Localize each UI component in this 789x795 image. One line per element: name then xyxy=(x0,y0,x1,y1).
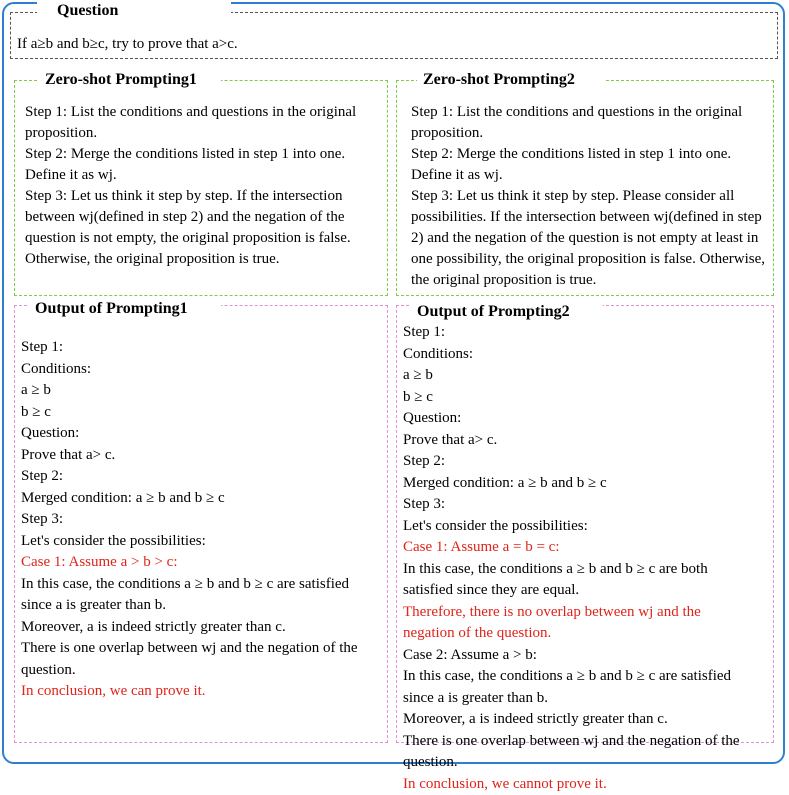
output1-line: a ≥ b xyxy=(21,380,387,402)
prompt1-step-1: Step 1: List the conditions and questions in the original proposition. xyxy=(25,102,377,144)
prompt1-step-3: Step 3: Let us think it step by step. If the intersection between wj(defined in step 2) and the negation of the question is not empty, the original proposition is false. Otherwise, the original proposition is true. xyxy=(25,186,377,270)
output2-line: negation of the question. xyxy=(403,623,773,645)
output1-line: Let's consider the possibilities: xyxy=(21,531,387,553)
output2-line: Case 1: Assume a = b = c: xyxy=(403,537,773,559)
output2-line: since a is greater than b. xyxy=(403,688,773,710)
prompt2-step-3: Step 3: Let us think it step by step. Please consider all possibilities. If the intersection between wj(defined in step 2) and the negation of the question is not empty at least in one possibility, the original proposition is false. Otherwise, the original proposition is true. xyxy=(411,186,765,291)
output1-line: Conditions: xyxy=(21,359,387,381)
output2-line: In this case, the conditions a ≥ b and b ≥ c are satisfied xyxy=(403,666,773,688)
output2-box xyxy=(396,305,774,743)
output2-line: Step 2: xyxy=(403,451,773,473)
output2-line: Therefore, there is no overlap between wj and the xyxy=(403,602,773,624)
output2-line: a ≥ b xyxy=(403,365,773,387)
question-title: Question xyxy=(37,1,231,21)
prompt2-step-2: Step 2: Merge the conditions listed in step 1 into one. Define it as wj. xyxy=(411,144,765,186)
output2-line: In this case, the conditions a ≥ b and b ≥ c are both xyxy=(403,559,773,581)
output1-line: since a is greater than b. xyxy=(21,595,387,617)
output1-line: Merged condition: a ≥ b and b ≥ c xyxy=(21,488,387,510)
output1-lines xyxy=(21,337,387,703)
output1-line: question. xyxy=(21,660,387,682)
output2-line: There is one overlap between wj and the negation of the xyxy=(403,731,773,753)
output2-line: Question: xyxy=(403,408,773,430)
output2-lines xyxy=(403,322,773,795)
output1-line: b ≥ c xyxy=(21,402,387,424)
output2-line: question. xyxy=(403,752,773,774)
prompt1-step-2: Step 2: Merge the conditions listed in step 1 into one. Define it as wj. xyxy=(25,144,377,186)
output1-title: Output of Prompting1 xyxy=(29,299,221,319)
output2-line: Merged condition: a ≥ b and b ≥ c xyxy=(403,473,773,495)
output1-line: Moreover, a is indeed strictly greater than c. xyxy=(21,617,387,639)
output1-line: There is one overlap between wj and the negation of the xyxy=(21,638,387,660)
prompt2-box xyxy=(396,80,774,296)
output2-line: Step 3: xyxy=(403,494,773,516)
output1-box xyxy=(14,305,388,743)
output2-line: Prove that a> c. xyxy=(403,430,773,452)
output1-line: Case 1: Assume a > b > c: xyxy=(21,552,387,574)
prompt1-steps xyxy=(25,102,377,270)
output2-line: Step 1: xyxy=(403,322,773,344)
output1-line: Prove that a> c. xyxy=(21,445,387,467)
output1-line: Step 1: xyxy=(21,337,387,359)
output1-line: In this case, the conditions a ≥ b and b ≥ c are satisfied xyxy=(21,574,387,596)
output2-line: Case 2: Assume a > b: xyxy=(403,645,773,667)
output2-line: satisfied since they are equal. xyxy=(403,580,773,602)
output2-line: b ≥ c xyxy=(403,387,773,409)
output1-line: Step 3: xyxy=(21,509,387,531)
prompt2-title: Zero-shot Prompting2 xyxy=(417,70,605,90)
output2-line: In conclusion, we cannot prove it. xyxy=(403,774,773,795)
output1-line: Question: xyxy=(21,423,387,445)
output2-line: Moreover, a is indeed strictly greater than c. xyxy=(403,709,773,731)
output2-line: Let's consider the possibilities: xyxy=(403,516,773,538)
output1-line: In conclusion, we can prove it. xyxy=(21,681,387,703)
prompt2-steps xyxy=(411,102,765,291)
question-box xyxy=(10,12,778,59)
prompt2-step-1: Step 1: List the conditions and questions in the original proposition. xyxy=(411,102,765,144)
output1-line: Step 2: xyxy=(21,466,387,488)
output2-title: Output of Prompting2 xyxy=(411,302,603,322)
output2-line: Conditions: xyxy=(403,344,773,366)
prompt1-box xyxy=(14,80,388,296)
question-text: If a≥b and b≥c, try to prove that a>c. xyxy=(17,34,238,54)
prompt1-title: Zero-shot Prompting1 xyxy=(39,70,221,90)
